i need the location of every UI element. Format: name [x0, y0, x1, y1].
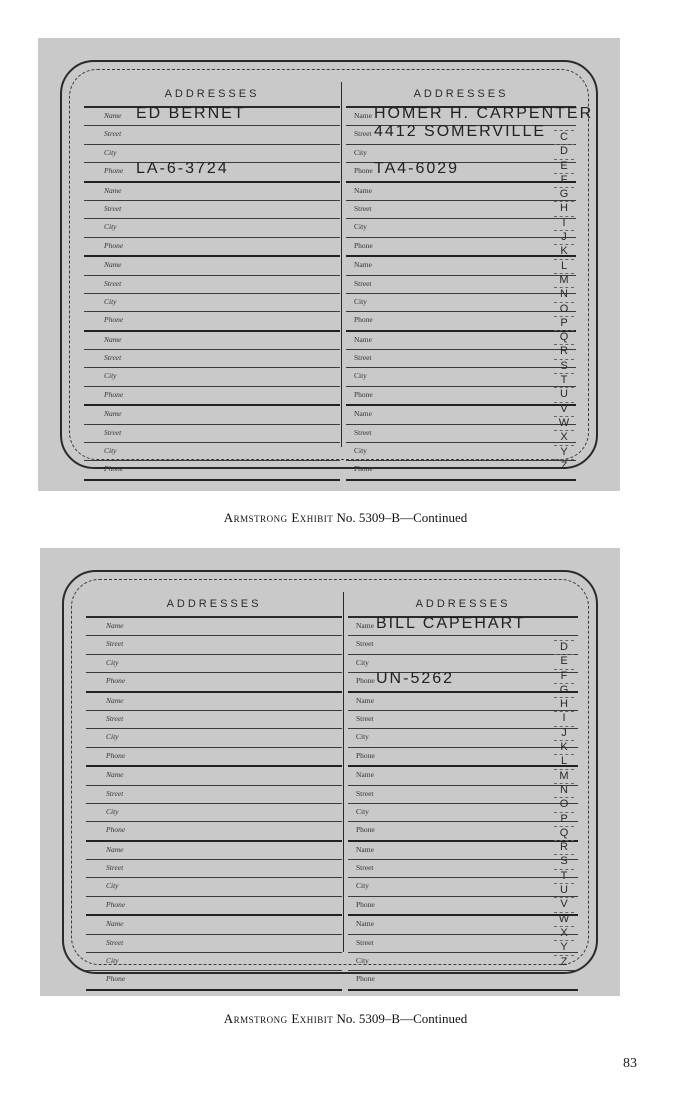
entry-phone-row [348, 897, 578, 916]
entry-name-row [346, 257, 576, 275]
field-label: Phone [356, 899, 375, 909]
entry-street-row [346, 425, 576, 443]
entry-phone-row [348, 670, 578, 692]
entry-street-row [348, 786, 578, 804]
right-page-title: ADDRESSES [348, 592, 578, 618]
entry-phone-row [346, 238, 576, 257]
index-tab-letter: N [554, 287, 574, 301]
field-label: Name [356, 621, 374, 630]
entry-street-row [348, 935, 578, 953]
entry-phone-row [84, 312, 340, 331]
field-label: Name [354, 111, 372, 120]
entry-city-row [84, 443, 340, 461]
index-tab-letter: K [554, 740, 574, 754]
entry-phone-row [348, 971, 578, 990]
index-tab-letter: Y [554, 940, 574, 954]
field-label: City [104, 296, 117, 306]
entry-name-row [348, 916, 578, 934]
index-tab-letter: C [554, 130, 574, 144]
field-label: Phone [104, 166, 124, 176]
address-book-frame [62, 570, 598, 984]
field-label: Street [104, 203, 122, 213]
entry-phone-row [84, 461, 340, 480]
field-label: City [106, 657, 119, 667]
page-number: 83 [623, 1056, 637, 1071]
entry-name-row [86, 767, 342, 785]
field-label: Street [356, 639, 374, 649]
entry-street-row [348, 636, 578, 654]
left-page [86, 592, 342, 984]
entry-phone-row [86, 971, 342, 990]
index-tab-letter: K [554, 244, 574, 258]
field-label: City [354, 371, 367, 381]
entry-name-row [84, 105, 340, 126]
entry-city-row [84, 294, 340, 312]
index-tab-letter: D [554, 640, 574, 654]
field-label: City [104, 222, 117, 232]
field-label: City [356, 732, 369, 742]
field-label: Phone [356, 974, 375, 984]
entry-street-row [86, 935, 342, 953]
entry-city-row [348, 953, 578, 971]
entry-city-row [348, 729, 578, 747]
index-tab-letter: R [554, 344, 574, 358]
index-tab-letter: Q [554, 330, 574, 344]
entry-street-row [84, 350, 340, 368]
field-label: Name [106, 770, 124, 780]
entry-name-row [348, 693, 578, 711]
entry-city-row [86, 729, 342, 747]
address-book-photo-2 [40, 548, 620, 996]
field-label: Phone [104, 389, 124, 399]
entry-phone-row [346, 160, 576, 182]
field-label: Phone [106, 750, 126, 760]
index-tab-letter: T [554, 869, 574, 883]
field-label: City [104, 147, 117, 157]
entry-city-row [86, 878, 342, 896]
entry-phone-row [84, 238, 340, 257]
handwritten-phone: LA-6-3724 [136, 160, 229, 178]
field-label: Street [354, 353, 372, 363]
exhibit-caption-1 [0, 510, 691, 526]
field-label: Phone [106, 825, 126, 835]
index-tab-letter: X [554, 926, 574, 940]
handwritten-phone: UN-5262 [376, 670, 455, 688]
field-label: Name [106, 919, 124, 929]
field-label: Phone [104, 315, 124, 325]
entry-city-row [346, 368, 576, 386]
entry-street-row [348, 711, 578, 729]
index-tab-letter: S [554, 359, 574, 373]
field-label: City [104, 371, 117, 381]
index-tab-letter: N [554, 783, 574, 797]
field-label: Street [354, 129, 372, 139]
entry-phone-row [346, 387, 576, 406]
book-spine [343, 592, 344, 952]
field-label: Name [104, 334, 122, 344]
field-label: City [356, 657, 369, 667]
index-tab-letter: E [554, 654, 574, 668]
entry-name-row [346, 183, 576, 201]
entry-name-row [84, 332, 340, 350]
field-label: City [104, 446, 117, 456]
field-label: Phone [356, 825, 375, 835]
index-tab-letter: P [554, 316, 574, 330]
index-tab-letter: U [554, 883, 574, 897]
index-tab-letter: J [554, 726, 574, 740]
entry-street-row [86, 636, 342, 654]
field-label: Street [106, 713, 124, 723]
index-tab-letter: H [554, 697, 574, 711]
field-label: City [354, 147, 367, 157]
field-label: Phone [106, 899, 126, 909]
entry-phone-row [346, 312, 576, 331]
field-label: Phone [354, 315, 373, 325]
entry-name-row [346, 406, 576, 424]
field-label: Name [356, 844, 374, 854]
handwritten-street: 4412 SOMERVILLE [374, 123, 547, 141]
field-label: Name [104, 260, 122, 270]
field-label: Phone [356, 750, 375, 760]
entry-street-row [84, 201, 340, 219]
handwritten-phone: TA4-6029 [374, 160, 460, 178]
entry-city-row [346, 443, 576, 461]
caption-number: No. 5309–B—Continued [336, 510, 468, 525]
field-label: Street [354, 203, 372, 213]
field-label: Street [104, 353, 122, 363]
right-page [348, 592, 578, 984]
field-label: City [356, 881, 369, 891]
book-spine [341, 82, 342, 447]
field-label: Phone [354, 389, 373, 399]
entry-phone-row [86, 897, 342, 916]
field-label: Phone [106, 676, 126, 686]
entry-phone-row [86, 822, 342, 841]
address-book-frame [60, 60, 598, 474]
entry-name-row [348, 615, 578, 636]
index-tab-letter: H [554, 201, 574, 215]
entry-street-row [346, 276, 576, 294]
field-label: Name [354, 334, 372, 344]
handwritten-name: HOMER H. CARPENTER [374, 105, 594, 122]
left-page [84, 82, 340, 474]
left-page-title: ADDRESSES [86, 592, 342, 618]
field-label: City [354, 446, 367, 456]
entry-name-row [86, 916, 342, 934]
entry-city-row [86, 804, 342, 822]
field-label: Street [106, 937, 124, 947]
field-label: Name [354, 260, 372, 270]
entry-name-row [86, 842, 342, 860]
entry-city-row [86, 655, 342, 673]
field-label: Name [104, 111, 122, 120]
field-label: Street [106, 788, 124, 798]
field-label: Name [104, 409, 122, 419]
field-label: City [356, 806, 369, 816]
entry-street-row [84, 425, 340, 443]
entry-street-row [86, 711, 342, 729]
index-tab-letter: E [554, 159, 574, 173]
field-label: Phone [354, 166, 373, 176]
field-label: City [106, 806, 119, 816]
entry-phone-row [84, 387, 340, 406]
field-label: City [354, 222, 367, 232]
entry-street-row [346, 350, 576, 368]
index-tab-letter: Z [554, 955, 574, 969]
entry-city-row [346, 219, 576, 237]
field-label: City [106, 956, 119, 966]
entry-name-row [86, 693, 342, 711]
field-label: Street [104, 129, 122, 139]
field-label: Name [356, 695, 374, 705]
field-label: Phone [104, 464, 124, 474]
field-label: Street [356, 713, 374, 723]
entry-phone-row [86, 748, 342, 767]
field-label: Street [356, 788, 374, 798]
index-tab-letter: R [554, 840, 574, 854]
index-tab-letter: T [554, 373, 574, 387]
index-tab-letter: Z [554, 459, 574, 473]
index-tab-letter: O [554, 302, 574, 316]
field-label: Street [104, 427, 122, 437]
field-label: Name [356, 919, 374, 929]
index-tabs [554, 640, 574, 968]
entry-name-row [86, 618, 342, 636]
field-label: Street [356, 863, 374, 873]
entry-name-row [348, 767, 578, 785]
index-tab-letter: Y [554, 445, 574, 459]
entry-name-row [84, 257, 340, 275]
caption-name: Armstrong Exhibit [223, 1011, 334, 1026]
field-label: City [106, 732, 119, 742]
field-label: Street [106, 863, 124, 873]
index-tab-letter: S [554, 854, 574, 868]
field-label: City [106, 881, 119, 891]
field-label: Street [106, 639, 124, 649]
index-tab-letter: F [554, 173, 574, 187]
index-tab-letter: M [554, 273, 574, 287]
field-label: Street [354, 278, 372, 288]
index-tab-letter: W [554, 912, 574, 926]
entry-city-row [348, 804, 578, 822]
entry-phone-row [84, 160, 340, 182]
index-tab-letter: V [554, 897, 574, 911]
entry-name-row [84, 183, 340, 201]
field-label: Phone [106, 974, 126, 984]
index-tab-letter: F [554, 669, 574, 683]
entry-street-row [84, 126, 340, 144]
index-tab-letter: G [554, 187, 574, 201]
field-label: Name [106, 695, 124, 705]
entry-street-row [348, 860, 578, 878]
field-label: Name [354, 409, 372, 419]
field-label: City [356, 956, 369, 966]
index-tab-letter: D [554, 144, 574, 158]
index-tab-letter: X [554, 430, 574, 444]
left-page-title: ADDRESSES [84, 82, 340, 108]
field-label: Phone [354, 464, 373, 474]
caption-number: No. 5309–B—Continued [336, 1011, 468, 1026]
entry-name-row [84, 406, 340, 424]
entry-city-row [84, 368, 340, 386]
field-label: Name [354, 185, 372, 195]
index-tab-letter: O [554, 797, 574, 811]
field-label: Name [106, 844, 124, 854]
entry-name-row [346, 332, 576, 350]
index-tab-letter: Q [554, 826, 574, 840]
entry-phone-row [348, 822, 578, 841]
index-tab-letter: J [554, 230, 574, 244]
entry-phone-row [346, 461, 576, 480]
index-tab-letter: M [554, 769, 574, 783]
field-label: Phone [354, 240, 373, 250]
index-tab-letter: I [554, 216, 574, 230]
exhibit-caption-2 [0, 1011, 691, 1027]
field-label: Street [356, 937, 374, 947]
handwritten-name: BILL CAPEHART [376, 615, 526, 632]
field-label: City [354, 296, 367, 306]
index-tab-letter: L [554, 259, 574, 273]
handwritten-name: ED BERNET [136, 105, 246, 122]
entry-name-row [348, 842, 578, 860]
entry-city-row [346, 294, 576, 312]
field-label: Name [104, 185, 122, 195]
entry-street-row [86, 786, 342, 804]
index-tab-letter: G [554, 683, 574, 697]
entry-phone-row [86, 673, 342, 692]
field-label: Street [104, 278, 122, 288]
entry-city-row [84, 219, 340, 237]
entry-city-row [86, 953, 342, 971]
caption-name: Armstrong Exhibit [223, 510, 334, 525]
index-tabs [554, 130, 574, 472]
index-tab-letter: U [554, 387, 574, 401]
entry-street-row [86, 860, 342, 878]
entry-street-row [84, 276, 340, 294]
entry-street-row [346, 123, 576, 144]
entry-city-row [348, 878, 578, 896]
field-label: Name [106, 621, 124, 630]
right-page-title: ADDRESSES [346, 82, 576, 108]
index-tab-letter: W [554, 416, 574, 430]
address-book-photo-1 [38, 38, 620, 491]
field-label: Name [356, 770, 374, 780]
entry-phone-row [348, 748, 578, 767]
index-tab-letter: P [554, 812, 574, 826]
entry-street-row [346, 201, 576, 219]
index-tab-letter: V [554, 402, 574, 416]
field-label: Phone [356, 676, 375, 686]
field-label: Phone [104, 240, 124, 250]
field-label: Street [354, 427, 372, 437]
index-tab-letter: I [554, 711, 574, 725]
index-tab-letter: L [554, 754, 574, 768]
right-page [346, 82, 594, 474]
